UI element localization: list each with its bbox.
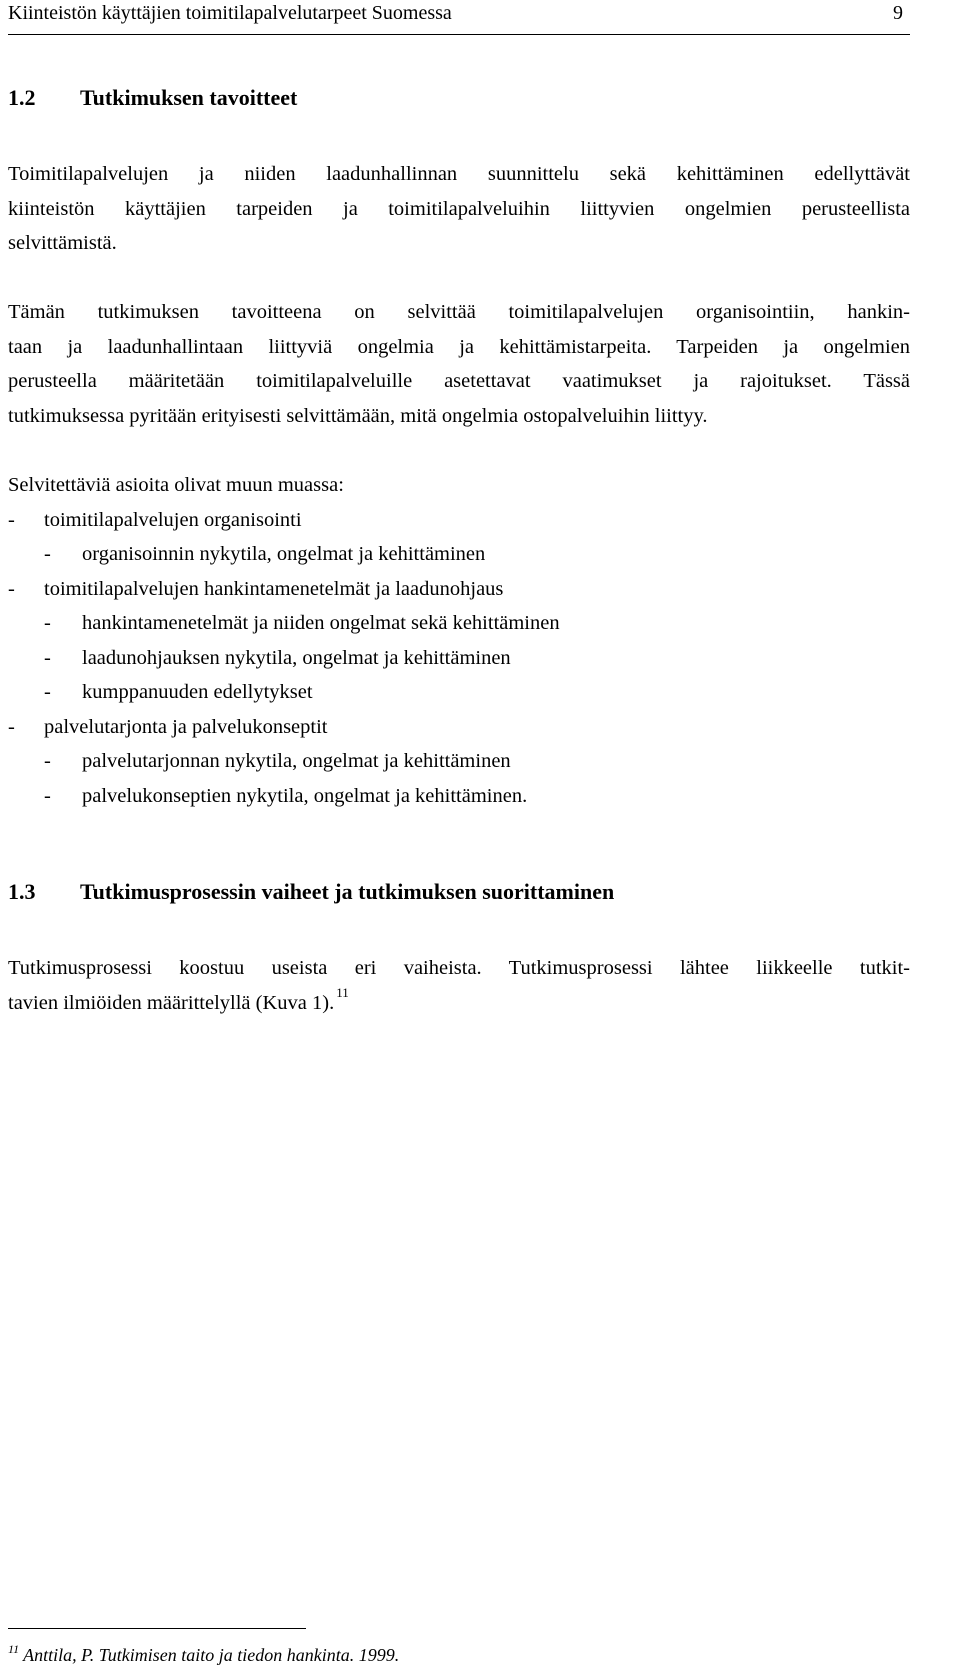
- list-item: [8, 675, 910, 710]
- list-bullet: -: [44, 543, 51, 565]
- list-bullet: -: [44, 784, 51, 807]
- list-item: [8, 744, 910, 779]
- list-item-text: toimitilapalvelujen organisointi: [44, 508, 302, 531]
- list-item-text: palvelutarjonnan nykytila, ongelmat ja kehittäminen: [82, 750, 511, 772]
- list-item-text: toimitilapalvelujen hankintamenetelmät ja laadunohjaus: [44, 577, 504, 600]
- list-item-text: organisoinnin nykytila, ongelmat ja kehittäminen: [82, 543, 486, 565]
- section-number: 1.2: [8, 85, 36, 110]
- paragraph-line: tutkimuksessa pyritään erityisesti selvittämään, mitä ongelmia ostopalveluihin liittyy.: [8, 404, 708, 427]
- list-bullet: -: [44, 750, 51, 772]
- paragraph-line: taan ja laadunhallintaan liittyviä ongelmia ja kehittämistarpeita. Tarpeiden ja ongelmien: [8, 335, 910, 358]
- footnote: [8, 1637, 399, 1667]
- paragraph-line: Tämän tutkimuksen tavoitteena on selvittää toimitilapalvelujen organisointiin, hankin-: [8, 301, 910, 323]
- footnote-text: Anttila, P. Tutkimisen taito ja tiedon hankinta. 1999.: [23, 1645, 400, 1665]
- list-items: [8, 503, 910, 814]
- list-item: [8, 503, 910, 538]
- section-heading-1-2: [8, 84, 297, 112]
- list-item-text: palvelukonseptien nykytila, ongelmat ja kehittäminen.: [82, 784, 528, 807]
- list-item: [8, 710, 910, 745]
- list-bullet: -: [44, 646, 51, 669]
- topics-list: [8, 468, 910, 813]
- paragraph-line: selvittämistä.: [8, 232, 117, 254]
- paragraph-line: Tutkimusprosessi koostuu useista eri vaiheista. Tutkimusprosessi lähtee liikkeelle tutkit-: [8, 957, 910, 979]
- list-item-text: hankintamenetelmät ja niiden ongelmat sekä kehittäminen: [82, 612, 560, 634]
- paragraph-line-text: tavien ilmiöiden määrittelyllä (Kuva 1).: [8, 991, 335, 1014]
- list-bullet: -: [8, 577, 15, 600]
- page-number: 9: [893, 2, 903, 24]
- list-item: [8, 641, 910, 676]
- list-item: [8, 606, 910, 641]
- list-item: [8, 572, 910, 607]
- list-item: [8, 779, 910, 814]
- paragraph-line: kiinteistön käyttäjien tarpeiden ja toimitilapalveluihin liittyvien ongelmien perusteellista: [8, 197, 910, 220]
- running-header: [8, 0, 908, 30]
- header-rule: [8, 34, 910, 35]
- section-title: Tutkimuksen tavoitteet: [80, 85, 298, 110]
- running-header-title: Kiinteistön käyttäjien toimitilapalvelutarpeet Suomessa: [8, 2, 452, 24]
- list-bullet: -: [8, 508, 15, 531]
- footnote-mark: 11: [8, 1642, 20, 1656]
- list-bullet: -: [8, 715, 15, 738]
- paragraph-2: [8, 295, 910, 433]
- list-item-text: laadunohjauksen nykytila, ongelmat ja kehittäminen: [82, 646, 511, 669]
- section-title: Tutkimusprosessin vaiheet ja tutkimuksen suorittaminen: [80, 879, 615, 904]
- section-heading-1-3: [8, 878, 614, 906]
- paragraph-line: perusteella määritetään toimitilapalveluille asetettavat vaatimukset ja rajoitukset. Tässä: [8, 370, 910, 392]
- list-intro-text: Selvitettäviä asioita olivat muun muassa:: [8, 474, 344, 496]
- list-bullet: -: [44, 681, 51, 703]
- list-intro: [8, 468, 910, 503]
- footnote-rule: [8, 1628, 306, 1629]
- list-bullet: -: [44, 612, 51, 634]
- paragraph-line: [8, 986, 910, 1021]
- section-number: 1.3: [8, 879, 36, 904]
- list-item: [8, 537, 910, 572]
- list-item-text: kumppanuuden edellytykset: [82, 681, 313, 703]
- paragraph-3: [8, 951, 910, 1020]
- paragraph-1: [8, 157, 910, 261]
- list-item-text: palvelutarjonta ja palvelukonseptit: [44, 715, 328, 738]
- footnote-reference[interactable]: 11: [336, 984, 349, 1000]
- paragraph-line: Toimitilapalvelujen ja niiden laadunhallinnan suunnittelu sekä kehittäminen edellyttävät: [8, 163, 910, 185]
